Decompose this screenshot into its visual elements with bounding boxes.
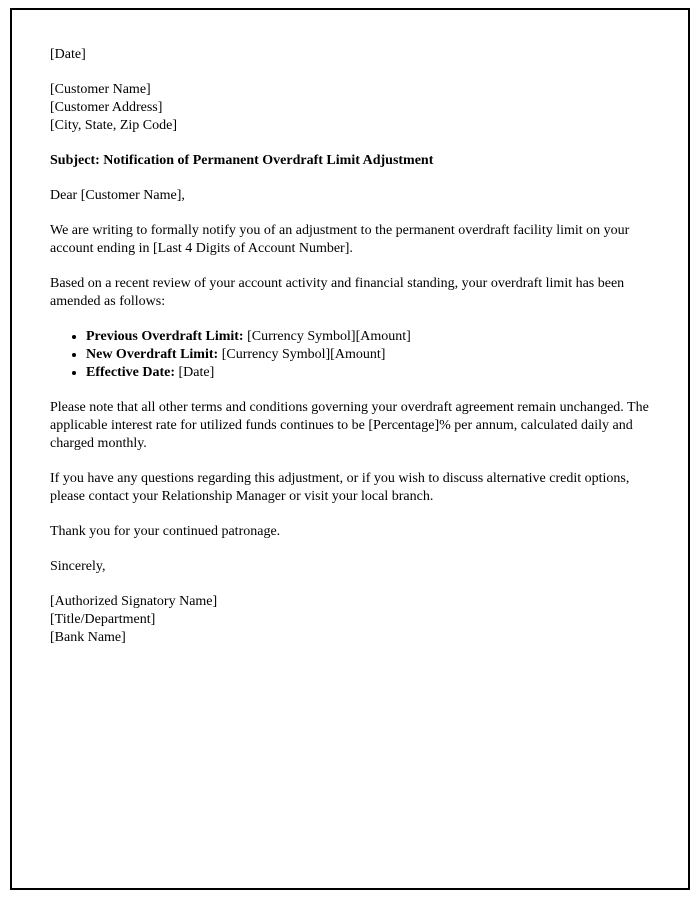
recipient-address: [Customer Address] <box>50 100 163 115</box>
salutation: Dear [Customer Name], <box>50 188 185 203</box>
paragraph-contact: If you have any questions regarding this adjustment, or if you wish to discuss alternative credit options, please contact your Relationship Manager or visit your local branch. <box>50 471 630 504</box>
signature-block <box>50 593 650 647</box>
signatory-title: [Title/Department] <box>50 612 156 627</box>
closing-line: Sincerely, <box>50 559 106 574</box>
date-line: [Date] <box>50 47 86 62</box>
bullet-label: Previous Overdraft Limit: <box>86 329 244 344</box>
subject-line: Subject: Notification of Permanent Overdraft Limit Adjustment <box>50 153 434 168</box>
bullet-value: [Currency Symbol][Amount] <box>218 347 386 362</box>
paragraph-thanks: Thank you for your continued patronage. <box>50 524 281 539</box>
paragraph-review: Based on a recent review of your account activity and financial standing, your overdraft limit has been amended as follows: <box>50 276 625 309</box>
bullet-item-new-limit <box>86 346 650 364</box>
bullet-value: [Date] <box>175 365 215 380</box>
recipient-name: [Customer Name] <box>50 82 151 97</box>
signatory-name: [Authorized Signatory Name] <box>50 594 218 609</box>
letter-page <box>10 8 690 890</box>
bullet-label: Effective Date: <box>86 365 176 380</box>
recipient-city: [City, State, Zip Code] <box>50 118 178 133</box>
signatory-bank: [Bank Name] <box>50 630 126 645</box>
bullet-value: [Currency Symbol][Amount] <box>243 329 411 344</box>
bullet-item-previous-limit <box>86 328 650 346</box>
bullet-label: New Overdraft Limit: <box>86 347 219 362</box>
bullet-list <box>50 328 650 382</box>
bullet-item-effective-date <box>86 364 650 382</box>
recipient-block <box>50 81 650 135</box>
paragraph-terms: Please note that all other terms and conditions governing your overdraft agreement remain unchanged. The applicable interest rate for utilized funds continues to be [Percentage]% per annum, calculated daily and charged monthly. <box>50 400 649 451</box>
paragraph-intro: We are writing to formally notify you of an adjustment to the permanent overdraft facility limit on your account ending in [Last 4 Digits of Account Number]. <box>50 223 630 256</box>
